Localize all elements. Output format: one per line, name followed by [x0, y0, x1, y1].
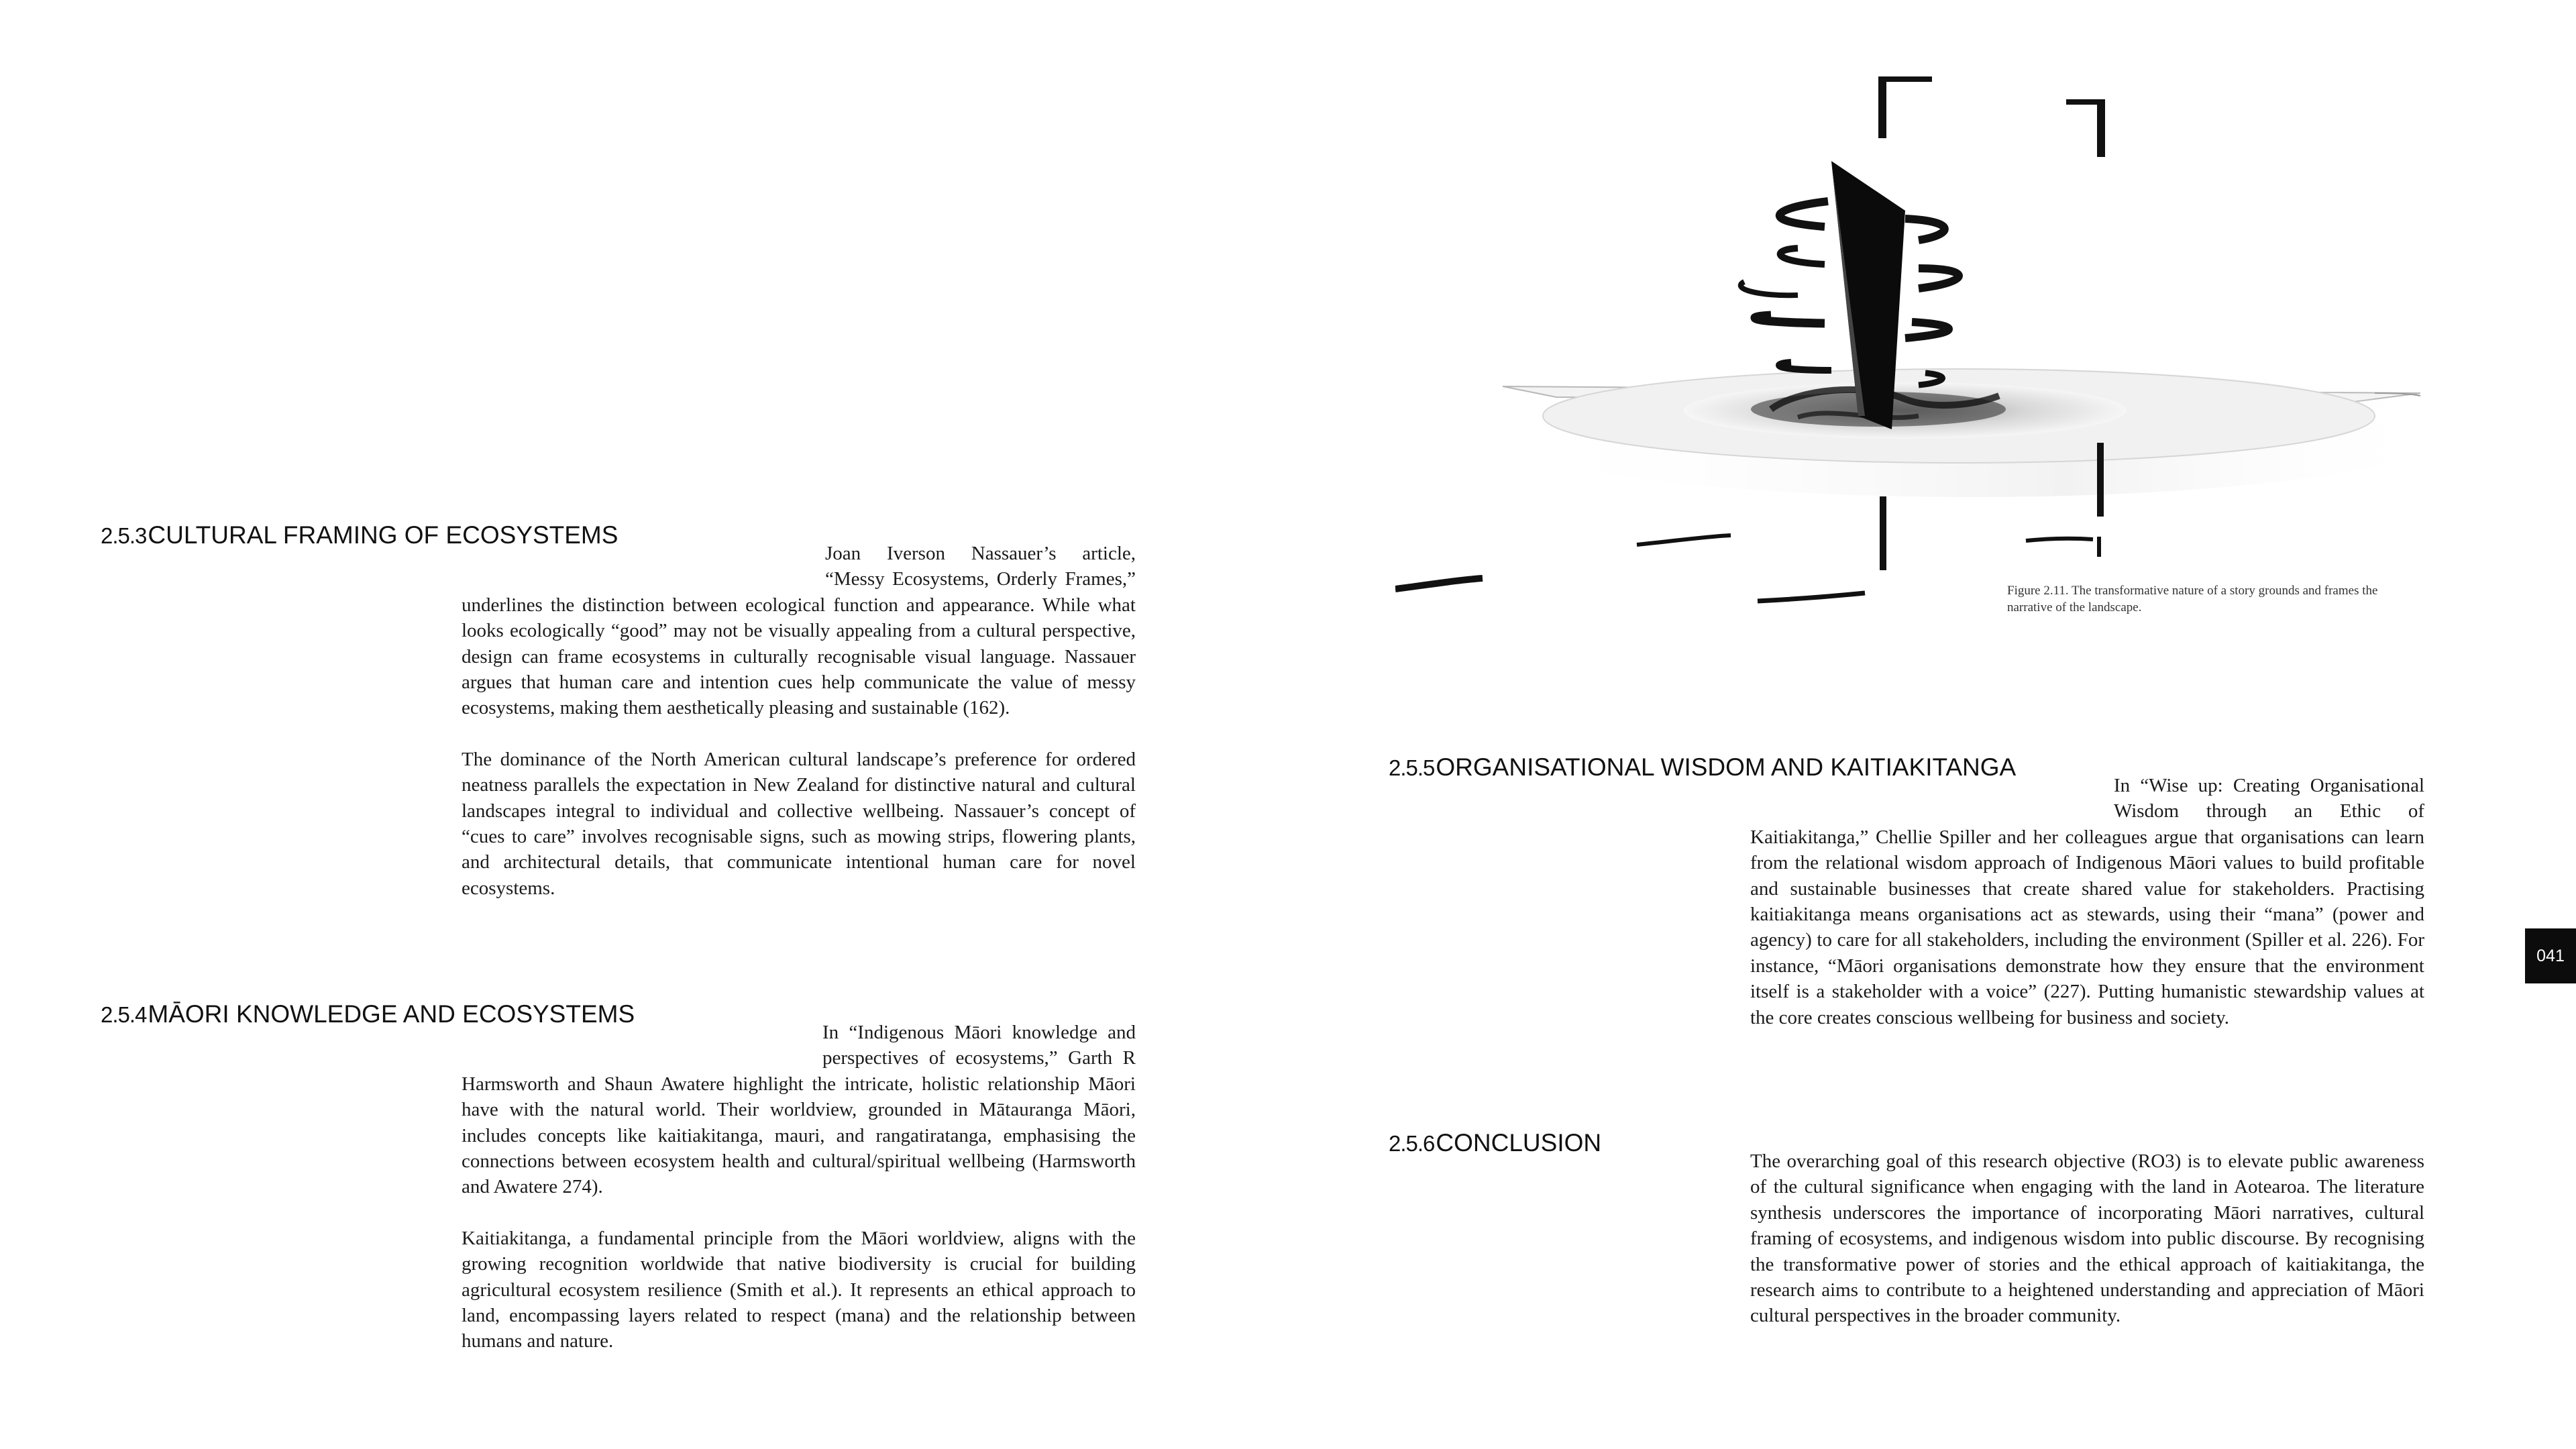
section-title: MĀORI KNOWLEDGE AND ECOSYSTEMS	[148, 1000, 635, 1028]
section-number: 2.5.5	[1389, 755, 1435, 780]
body-paragraph: Kaitiakitanga, a fundamental principle from the Māori worldview, aligns with the growing recognition worldwide that native biodiversity is crucial for building agricultural ecosystem resilience (Smith et al.). It represents an ethical approach to land, encompassing layers related to respect (mana) and the relationship between humans and nature.	[462, 1227, 1136, 1352]
section-body-2-5-5	[1750, 773, 2424, 1030]
landscape-sculpture-figure	[1395, 67, 2442, 617]
section-heading-2-5-6	[1389, 1128, 1601, 1159]
section-number: 2.5.6	[1389, 1131, 1435, 1156]
section-body-2-5-4	[462, 1020, 1136, 1354]
body-paragraph: In “Wise up: Creating Organisational Wisdom through an Ethic of Kaitiakitanga,” Chellie Spiller and her colleagues argue that organisations can learn from the relational wisdom approach of Indigenous Māori values to build profitable and sustainable businesses that create shared value for stakeholders. Practising kaitiakitanga means organisations act as stewards, using their “mana” (power and agency) to care for all stakeholders, including the environment (Spiller et al. 226). For instance, “Māori organisations demonstrate how they ensure that the environment itself is a stakeholder with a voice” (227). Putting humanistic stewardship values at the core creates conscious wellbeing for business and society.	[1750, 775, 2424, 1028]
section-body-2-5-3	[462, 541, 1136, 901]
body-paragraph: The overarching goal of this research objective (RO3) is to elevate public awareness of the cultural significance when engaging with the land in Aotearoa. The literature synthesis underscores the importance of incorporating Māori narratives, cultural framing of ecosystems, and indigenous wisdom into public discourse. By recognising the transformative power of stories and the ethical approach of kaitiakitanga, the research aims to contribute to a heightened understanding and appreciation of Māori cultural perspectives in the broader community.	[1750, 1150, 2424, 1327]
body-paragraph: The dominance of the North American cultural landscape’s preference for ordered neatness parallels the expectation in New Zealand for distinctive natural and cultural landscapes integral to individual and collective wellbeing. Nassauer’s concept of “cues to care” involves recognisable signs, such as mowing strips, flowering plants, and architectural details, that communicate intentional human care for novel ecosystems.	[462, 748, 1136, 899]
page-number-tab	[2525, 928, 2576, 983]
section-title: ORGANISATIONAL WISDOM AND KAITIAKITANGA	[1436, 753, 2017, 781]
section-number: 2.5.4	[101, 1002, 147, 1027]
figure-caption: Figure 2.11. The transformative nature of a story grounds and frames the narrative of the landscape.	[2007, 584, 2378, 614]
body-paragraph: In “Indigenous Māori knowledge and perspectives of ecosystems,” Garth R Harmsworth and Shaun Awatere highlight the intricate, holistic relationship Māori have with the natural world. Their worldview, grounded in Mātauranga Māori, includes concepts like kaitiakitanga, mauri, and rangatiratanga, emphasising the connections between ecosystem health and cultural/spiritual wellbeing (Harmsworth and Awatere 274).	[462, 1022, 1136, 1198]
body-paragraph: Joan Iverson Nassauer’s article, “Messy Ecosystems, Orderly Frames,” underlines the distinction between ecological function and appearance. While what looks ecologically “good” may not be visually appealing from a cultural perspective, design can frame ecosystems in culturally recognisable visual language. Nassauer argues that human care and intention cues help communicate the value of messy ecosystems, making them aesthetically pleasing and sustainable (162).	[462, 543, 1136, 719]
page-number: 041	[2536, 946, 2565, 965]
section-body-2-5-6	[1750, 1148, 2424, 1329]
section-title: CONCLUSION	[1436, 1129, 1602, 1157]
section-number: 2.5.3	[101, 523, 147, 548]
section-title: CULTURAL FRAMING OF ECOSYSTEMS	[148, 521, 619, 549]
